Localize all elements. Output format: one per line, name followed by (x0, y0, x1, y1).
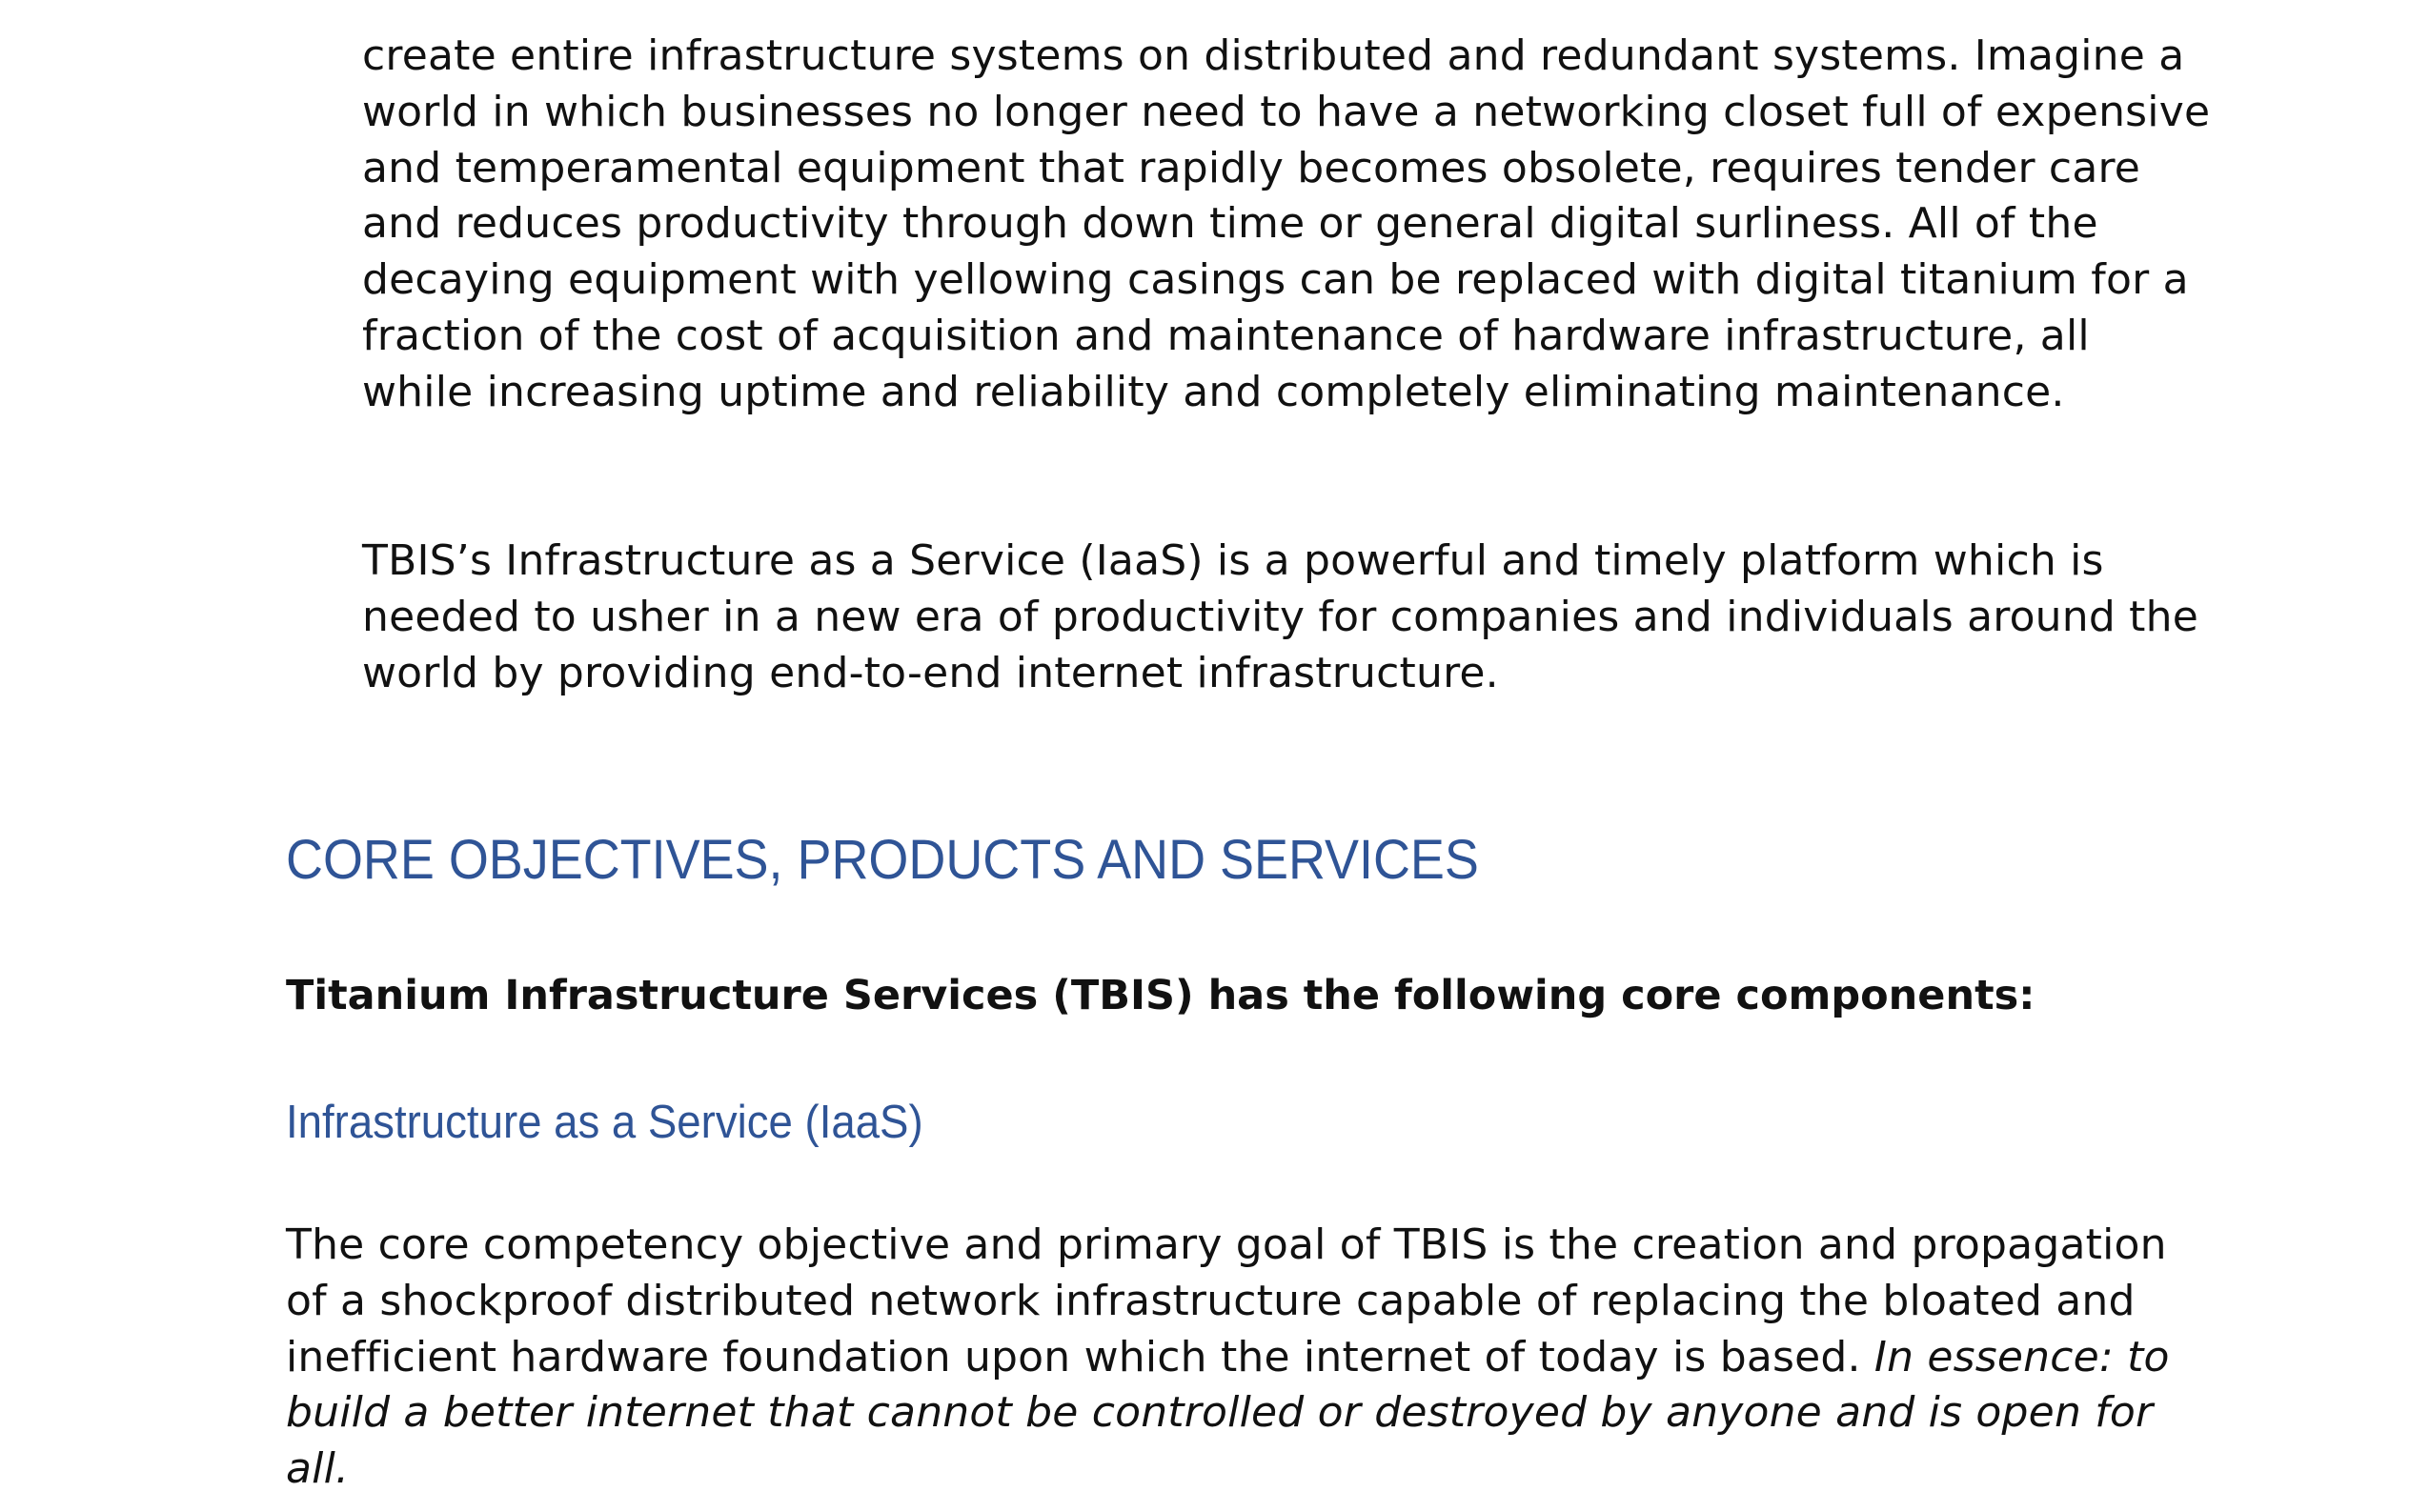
body-paragraph-infrastructure-vision: create entire infrastructure systems on distributed and redundant systems. Imagine a world in which businesses no longer need to have a networking closet full of expensive and temperamental equipment that rapidly becomes obsolete, requires tender care and reduces productivity through down time or general digital surliness. All of the decaying equipment with yellowing casings can be replaced with digital titanium for a fraction of the cost of acquisition and maintenance of hardware infrastructure, all while increasing uptime and reliability and completely eliminating maintenance. (362, 31, 2211, 416)
core-competency-essence: In essence: to build a better internet that cannot be controlled or destroyed by anyone and is open for all. (286, 1332, 2170, 1494)
core-components-lead: Titanium Infrastructure Services (TBIS) has the following core components: (286, 972, 2035, 1019)
subsection-heading-iaas: Infrastructure as a Service (IaaS) (286, 1097, 923, 1148)
body-paragraph-core-competency (286, 1218, 2211, 1498)
section-heading-core-objectives: CORE OBJECTIVES, PRODUCTS AND SERVICES (286, 829, 1479, 891)
core-competency-text: The core competency objective and primary goal of TBIS is the creation and propagation of a shockproof distributed network infrastructure capable of replacing the bloated and inefficient hardware foundation upon which the internet of today is based. (286, 1220, 2167, 1381)
body-paragraph-iaas-platform: TBIS’s Infrastructure as a Service (IaaS) is a powerful and timely platform which is needed to usher in a new era of productivity for companies and individuals around the world by providing end-to-end internet infrastructure. (362, 536, 2198, 697)
